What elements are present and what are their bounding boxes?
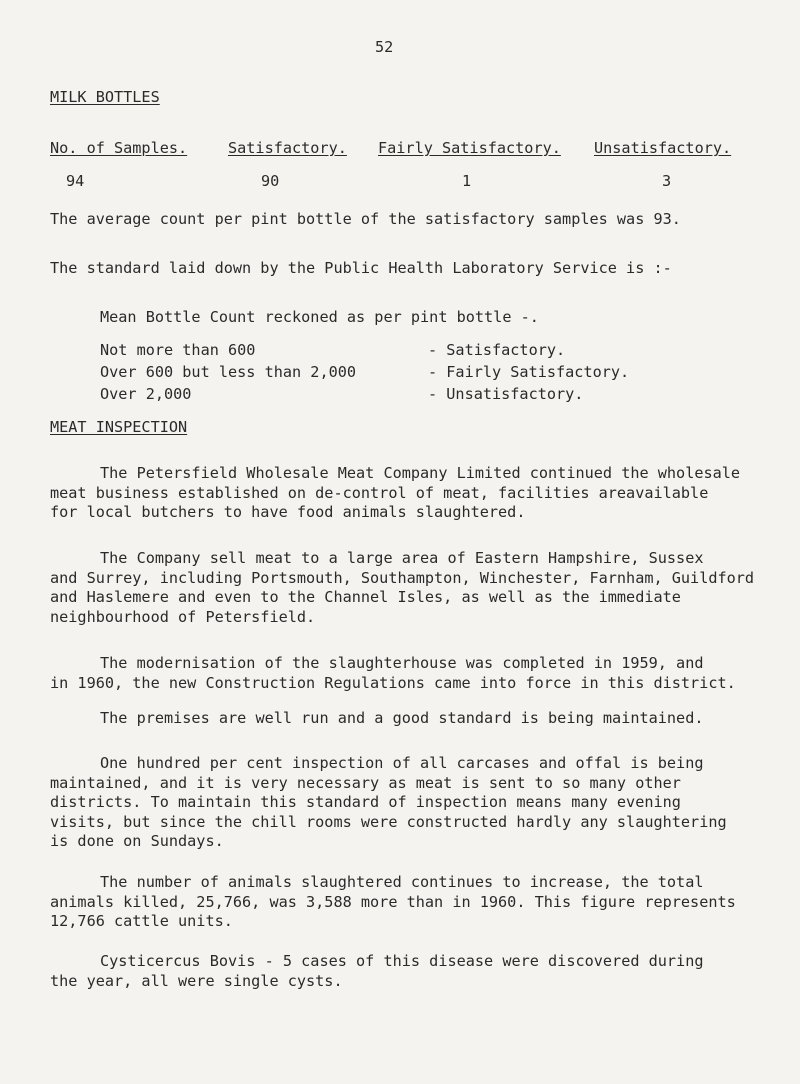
- paragraph-line: The modernisation of the slaughterhouse was completed in 1959, and: [100, 654, 704, 672]
- paragraph: [50, 549, 770, 627]
- paragraph: [50, 654, 770, 693]
- criteria-range: Over 2,000: [100, 385, 192, 403]
- meat-inspection-heading: MEAT INSPECTION: [50, 418, 188, 436]
- value-fairly-satisfactory: 1: [462, 172, 472, 190]
- col-header-unsatisfactory: Unsatisfactory.: [594, 139, 732, 157]
- paragraph-line: 12,766 cattle units.: [50, 912, 233, 930]
- paragraph-line: The premises are well run and a good standard is being maintained.: [100, 709, 704, 727]
- value-unsatisfactory: 3: [662, 172, 672, 190]
- col-header-fairly-satisfactory: Fairly Satisfactory.: [378, 139, 561, 157]
- paragraph-line: districts. To maintain this standard of inspection means many evening: [50, 793, 681, 811]
- paragraph-line: animals killed, 25,766, was 3,588 more than in 1960. This figure represents: [50, 892, 736, 911]
- col-header-samples: No. of Samples.: [50, 139, 188, 157]
- paragraph-line: maintained, and it is very necessary as meat is sent to so many other: [50, 773, 681, 792]
- paragraph: [50, 873, 770, 932]
- mean-count-line: Mean Bottle Count reckoned as per pint bottle -.: [100, 308, 539, 326]
- criteria-result: - Satisfactory.: [428, 341, 566, 359]
- value-satisfactory: 90: [261, 172, 280, 190]
- col-header-satisfactory: Satisfactory.: [228, 139, 347, 157]
- criteria-range: Over 600 but less than 2,000: [100, 363, 357, 381]
- paragraph-line: The number of animals slaughtered continues to increase, the total: [100, 873, 704, 891]
- paragraph: [50, 464, 770, 523]
- criteria-result: - Unsatisfactory.: [428, 385, 584, 403]
- paragraph-line: for local butchers to have food animals slaughtered.: [50, 503, 526, 521]
- page-number: 52: [375, 38, 394, 56]
- paragraph-line: in 1960, the new Construction Regulations came into force in this district.: [50, 673, 736, 692]
- paragraph-line: and Haslemere and even to the Channel Isles, as well as the immediate: [50, 588, 681, 606]
- paragraph-line: and Surrey, including Portsmouth, Southampton, Winchester, Farnham, Guildford: [50, 568, 755, 587]
- paragraph-line: The Company sell meat to a large area of Eastern Hampshire, Sussex: [100, 549, 704, 567]
- criteria-result: - Fairly Satisfactory.: [428, 363, 630, 381]
- paragraph: [50, 952, 770, 991]
- paragraph: [50, 709, 770, 729]
- paragraph-line: meat business established on de-control of meat, facilities areavailable: [50, 483, 709, 502]
- standard-text: The standard laid down by the Public Health Laboratory Service is :-: [50, 259, 672, 277]
- criteria-range: Not more than 600: [100, 341, 256, 359]
- average-count-text: The average count per pint bottle of the satisfactory samples was 93.: [50, 210, 681, 228]
- paragraph-line: The Petersfield Wholesale Meat Company Limited continued the wholesale: [100, 464, 741, 482]
- paragraph-line: visits, but since the chill rooms were constructed hardly any slaughtering: [50, 812, 727, 831]
- value-samples: 94: [66, 172, 85, 190]
- paragraph-line: is done on Sundays.: [50, 832, 224, 850]
- paragraph-line: neighbourhood of Petersfield.: [50, 607, 316, 626]
- paragraph-line: Cysticercus Bovis - 5 cases of this disease were discovered during: [100, 952, 704, 970]
- paragraph-line: One hundred per cent inspection of all carcases and offal is being: [100, 754, 704, 772]
- milk-bottles-heading: MILK BOTTLES: [50, 88, 160, 106]
- paragraph: [50, 754, 770, 852]
- paragraph-line: the year, all were single cysts.: [50, 971, 343, 990]
